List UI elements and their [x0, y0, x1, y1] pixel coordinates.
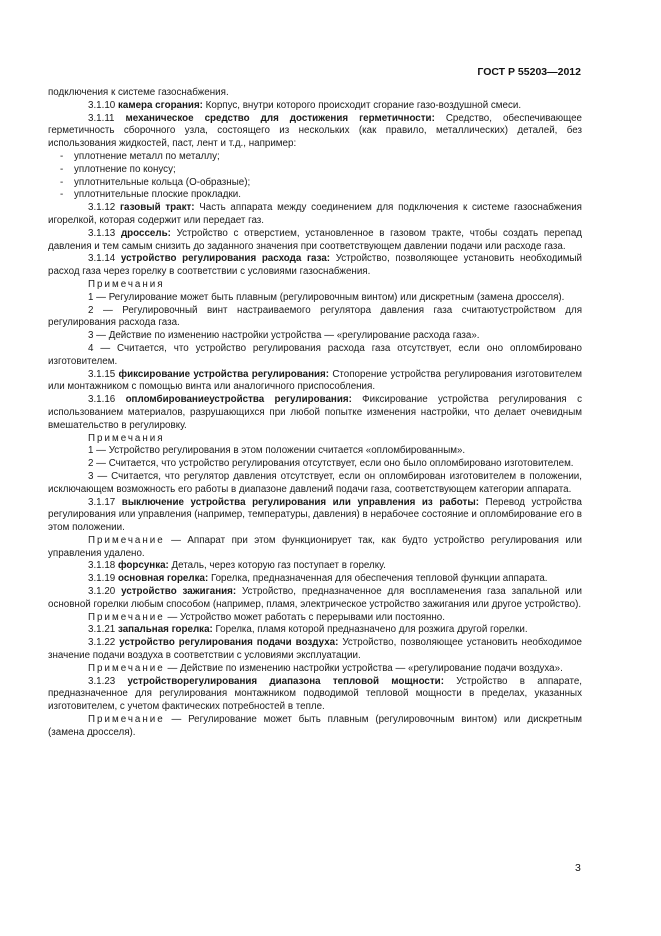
definition-paragraph: [48, 369, 582, 395]
definition-paragraph: [48, 113, 582, 151]
definition-text: Деталь, через которую газ поступает в горелку.: [168, 560, 386, 572]
clause-number: 3.1.11: [88, 112, 115, 124]
notes-heading: Примечания: [88, 278, 165, 290]
standard-header: ГОСТ Р 55203—2012: [477, 66, 581, 78]
note-paragraph: 3 — Считается, что регулятор давления отсутствует, если он опломбирован изготовителем в положении, исключающем возможность его работы в диапазоне давлений подачи газа, соответствующем категории аппарата.: [48, 470, 582, 495]
note-paragraph: 2 — Считается, что устройство регулирования отсутствует, если оно было опломбировано изготовителем.: [88, 458, 574, 470]
definition-paragraph: [48, 394, 582, 432]
definition-text: Корпус, внутри которого происходит сгорание газо-воздушной смеси.: [202, 99, 522, 111]
definition-text: Устройство, позволяющее установить необходимое значение подачи воздуха в соответствии с условиями эксплуатации.: [48, 637, 582, 662]
dash-list: [48, 151, 582, 202]
clause-number: 3.1.23: [88, 675, 116, 687]
clause-number: 3.1.18: [88, 560, 116, 572]
note-paragraph: 2 — Регулировочный винт настраиваемого регулятора давления газа считаютустройством для регулирования расхода газа.: [48, 304, 582, 329]
page-number: 3: [575, 862, 581, 874]
note-label: Примечание: [88, 534, 165, 546]
definition-text: Часть аппарата между соединением для подключения к системе газоснабжения игорелкой, которая содержит или передает газ.: [48, 202, 582, 226]
defined-term: дроссель:: [120, 227, 171, 239]
note-paragraph: [48, 612, 582, 625]
list-item: - уплотнительные плоские прокладки.: [60, 189, 582, 202]
definition-text: Перевод устройства регулирования или управления (например, температуры, давления) в нерабочее состояние и опломбирование его в этом положении.: [48, 496, 582, 534]
defined-term: запальная горелка:: [117, 624, 213, 636]
defined-term: устройство регулирования расхода газа:: [120, 253, 331, 265]
note-paragraph: 1 — Устройство регулирования в этом положении считается «опломбированным».: [88, 445, 466, 457]
list-item: - уплотнительные кольца (О-образные);: [60, 177, 582, 190]
definition-text: Устройство, предназначенное для воспламенения газа запальной или основной горелки любым способом (например, пламя, электрическое устройство зажигания или другое устройство).: [48, 586, 582, 610]
defined-term: основная горелка:: [117, 573, 209, 585]
definition-text: Горелка, пламя которой предназначено для розжига другой горелки.: [212, 624, 528, 636]
definition-text: Устройство, позволяющее установить необходимый расход газа через горелку в соответствии с условиями газоснабжения.: [48, 253, 583, 278]
note-paragraph: [48, 535, 582, 561]
definition-text: Средство, обеспечивающее герметичность сборочного узла, состоящего из нескольких (как правило, металлических) деталей, без использования жидкостей, паст, лент и т.д., например:: [48, 112, 582, 150]
definition-text: Устройство в аппарате, предназначенное для регулирования монтажником подводимой тепловой мощности в пределах, указанных изготовителем, с учетом фактических потребностей в тепле.: [48, 675, 582, 713]
clause-number: 3.1.12: [88, 202, 116, 214]
note-label: Примечание: [88, 611, 165, 623]
note-text: — Действие по изменению настройки устройства — «регулирование подачи воздуха».: [164, 662, 563, 674]
definition-paragraph: [48, 100, 582, 113]
clause-number: 3.1.17: [88, 496, 116, 508]
clause-number: 3.1.13: [88, 227, 116, 239]
definition-paragraph: [48, 586, 582, 612]
clause-number: 3.1.22: [88, 637, 116, 649]
note-paragraph: 3 — Действие по изменению настройки устройства — «регулирование расхода газа».: [88, 330, 480, 342]
definition-paragraph: [48, 202, 582, 228]
definition-paragraph: [48, 228, 582, 254]
definition-paragraph: [48, 573, 582, 586]
note-paragraph: 1 — Регулирование может быть плавным (регулировочным винтом) или дискретным (замена дросселя).: [88, 291, 565, 303]
definition-paragraph: [48, 560, 582, 573]
clause-number: 3.1.10: [88, 99, 116, 111]
definition-paragraph: [48, 497, 582, 535]
list-item: - уплотнение металл по металлу;: [60, 151, 582, 164]
definition-paragraph: [48, 253, 582, 279]
clause-number: 3.1.14: [88, 253, 116, 265]
defined-term: устройство зажигания:: [121, 586, 237, 598]
definition-text: Стопорение устройства регулирования изготовителем или монтажником с помощью винта или аналогичного приспособления.: [48, 368, 582, 393]
definition-text: Горелка, предназначенная для обеспечения тепловой функции аппарата.: [208, 573, 548, 585]
defined-term: камера сгорания:: [117, 99, 203, 111]
definition-text: Устройство с отверстием, установленное в газовом тракте, чтобы создать перепад давления и тем самым снизить до заданного значения при соответствующем давлении подачи или расходе газа.: [48, 227, 582, 252]
clause-number: 3.1.20: [88, 586, 116, 598]
definition-paragraph: [48, 676, 582, 714]
defined-term: механическое средство для достижения герметичности:: [125, 112, 435, 124]
note-text: — Устройство может работать с перерывами или постоянно.: [164, 611, 445, 623]
note-label: Примечание: [88, 662, 165, 674]
clause-number: 3.1.21: [88, 624, 116, 636]
note-paragraph: [48, 663, 582, 676]
defined-term: фиксирование устройства регулирования:: [118, 368, 330, 380]
document-body: [48, 87, 582, 740]
text-paragraph: подключения к системе газоснабжения.: [48, 87, 229, 98]
note-paragraph: [48, 714, 582, 740]
note-text: — Аппарат при этом функционирует так, как будто устройство регулирования или управления удалено.: [48, 534, 582, 559]
clause-number: 3.1.16: [88, 394, 116, 406]
defined-term: форсунка:: [117, 560, 169, 572]
defined-term: выключение устройства регулирования или управления из работы:: [121, 496, 479, 508]
defined-term: опломбированиеустройства регулирования:: [125, 394, 352, 406]
note-paragraph: 4 — Считается, что устройство регулирования расхода газа отсутствует, если оно опломбировано изготовителем.: [48, 342, 582, 367]
list-item: - уплотнение по конусу;: [60, 164, 582, 177]
clause-number: 3.1.19: [88, 573, 116, 585]
clause-number: 3.1.15: [88, 368, 116, 380]
definition-paragraph: [48, 637, 582, 663]
defined-term: газовый тракт:: [119, 202, 195, 214]
notes-heading: Примечания: [88, 432, 165, 444]
definition-paragraph: [48, 624, 582, 637]
note-label: Примечание: [88, 714, 165, 726]
defined-term: устройство регулирования подачи воздуха:: [119, 637, 339, 649]
note-text: — Регулирование может быть плавным (регулировочным винтом) или дискретным (замена дросселя).: [48, 714, 582, 738]
definition-text: Фиксирование устройства регулирования с использованием материалов, разрушающихся при любой попытке изменения настройки, что делает очевидным вмешательство в регулировку.: [48, 394, 582, 431]
defined-term: устройстворегулирования диапазона тепловой мощности:: [127, 675, 444, 687]
